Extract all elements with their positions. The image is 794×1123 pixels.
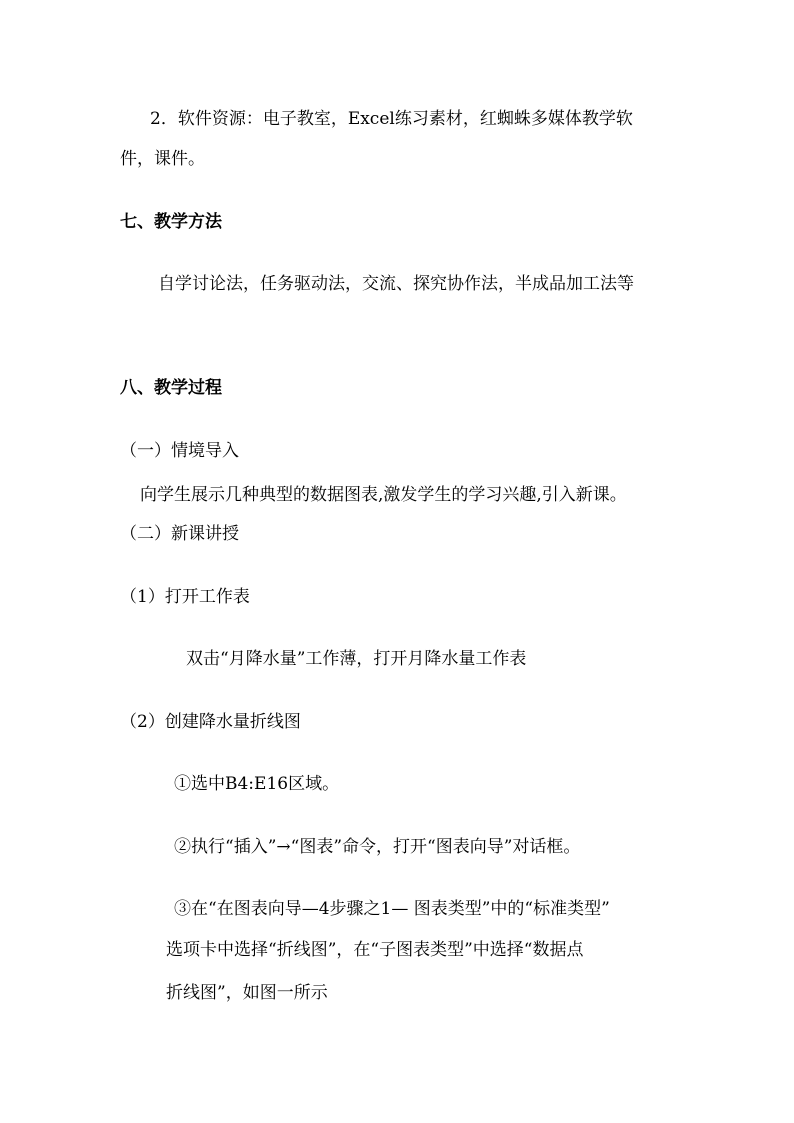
subsection-situation-intro: （一）情境导入	[120, 441, 239, 461]
situation-intro-text: 向学生展示几种典型的数据图表,激发学生的学习兴趣,引入新课。	[140, 485, 627, 505]
step-open-worksheet: （1）打开工作表	[120, 587, 250, 607]
software-resources-line-1: 2．软件资源：电子教室，Excel练习素材，红蜘蛛多媒体教学软	[150, 109, 633, 129]
subsection-new-lesson: （二）新课讲授	[120, 524, 239, 544]
software-resources-line-2: 件，课件。	[120, 149, 205, 169]
instruction-chart-type-line-2: 选项卡中选择“折线图”，在“子图表类型”中选择“数据点	[166, 940, 584, 960]
instruction-chart-type-line-3: 折线图”，如图一所示	[166, 983, 328, 1003]
instruction-chart-type-line-1: ③在“在图表向导—4步骤之1— 图表类型”中的“标准类型”	[174, 899, 610, 919]
step-open-worksheet-text: 双击“月降水量”工作薄，打开月降水量工作表	[186, 649, 527, 669]
section-heading-teaching-process: 八、教学过程	[120, 378, 222, 398]
step-create-line-chart: （2）创建降水量折线图	[120, 712, 301, 732]
instruction-insert-chart: ②执行“插入”→“图表”命令，打开“图表向导”对话框。	[174, 837, 581, 857]
section-heading-teaching-methods: 七、教学方法	[120, 212, 222, 232]
teaching-methods-text: 自学讨论法，任务驱动法，交流、探究协作法，半成品加工法等	[158, 274, 634, 294]
instruction-select-range: ①选中B4:E16区域。	[174, 774, 340, 794]
